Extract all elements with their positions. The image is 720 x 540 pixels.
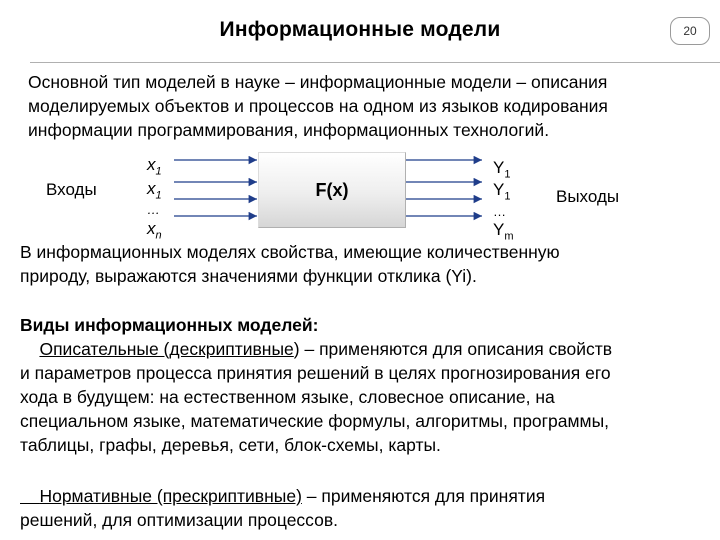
input-x1: $x_1$	[147, 155, 162, 178]
descriptive-line: специальном языке, математические формулы, алгоритмы, программы,	[20, 411, 610, 431]
page-number-badge: 20	[670, 17, 710, 45]
normative-term: Нормативные (прескриптивные)	[39, 486, 302, 506]
descriptive-line: и параметров процесса принятия решений в целях прогнозирования его	[20, 363, 611, 383]
descriptive-term: Описательные (дескриптивные	[39, 339, 294, 359]
normative-line: Нормативные (прескриптивные) – применяются для принятия	[20, 484, 545, 508]
response-line: природу, выражаются значениями функции отклика (Yi).	[20, 266, 477, 286]
descriptive-line: таблицы, графы, деревья, сети, блок-схемы, карты.	[20, 435, 441, 455]
outputs-label: Выходы	[556, 187, 620, 206]
intro-line: Основной тип моделей в науке – информационные модели – описания	[28, 72, 608, 92]
response-paragraph	[20, 240, 560, 288]
output-ym: $Y_m$	[493, 220, 514, 243]
model-types-section	[20, 313, 612, 457]
output-y1: $Y_1$	[493, 158, 511, 181]
function-label: F(x)	[315, 179, 349, 200]
slide-title: Информационные модели	[219, 18, 501, 41]
response-line: В информационных моделях свойства, имеющие количественную	[20, 242, 560, 262]
descriptive-line: хода в будущем: на естественном языке, словесное описание, на	[20, 387, 555, 407]
intro-line: моделируемых объектов и процессов на одном из языков кодирования	[28, 96, 608, 116]
function-box	[258, 152, 406, 228]
normative-line: решений, для оптимизации процессов.	[20, 510, 339, 530]
descriptive-line: Описательные (дескриптивные) – применяются для описания свойств	[39, 339, 613, 359]
input-xn: $x_n$	[147, 219, 162, 242]
input-ellipsis: …	[147, 202, 160, 217]
output-y1-second: $Y_1$	[493, 180, 511, 203]
intro-line: информации программирования, информационных технологий.	[28, 120, 550, 140]
input-x1-second: $x_1$	[147, 179, 162, 202]
model-types-heading: Виды информационных моделей:	[20, 315, 319, 335]
inputs-label: Входы	[46, 180, 97, 199]
normative-section	[20, 484, 545, 532]
output-ellipsis: …	[493, 204, 506, 219]
